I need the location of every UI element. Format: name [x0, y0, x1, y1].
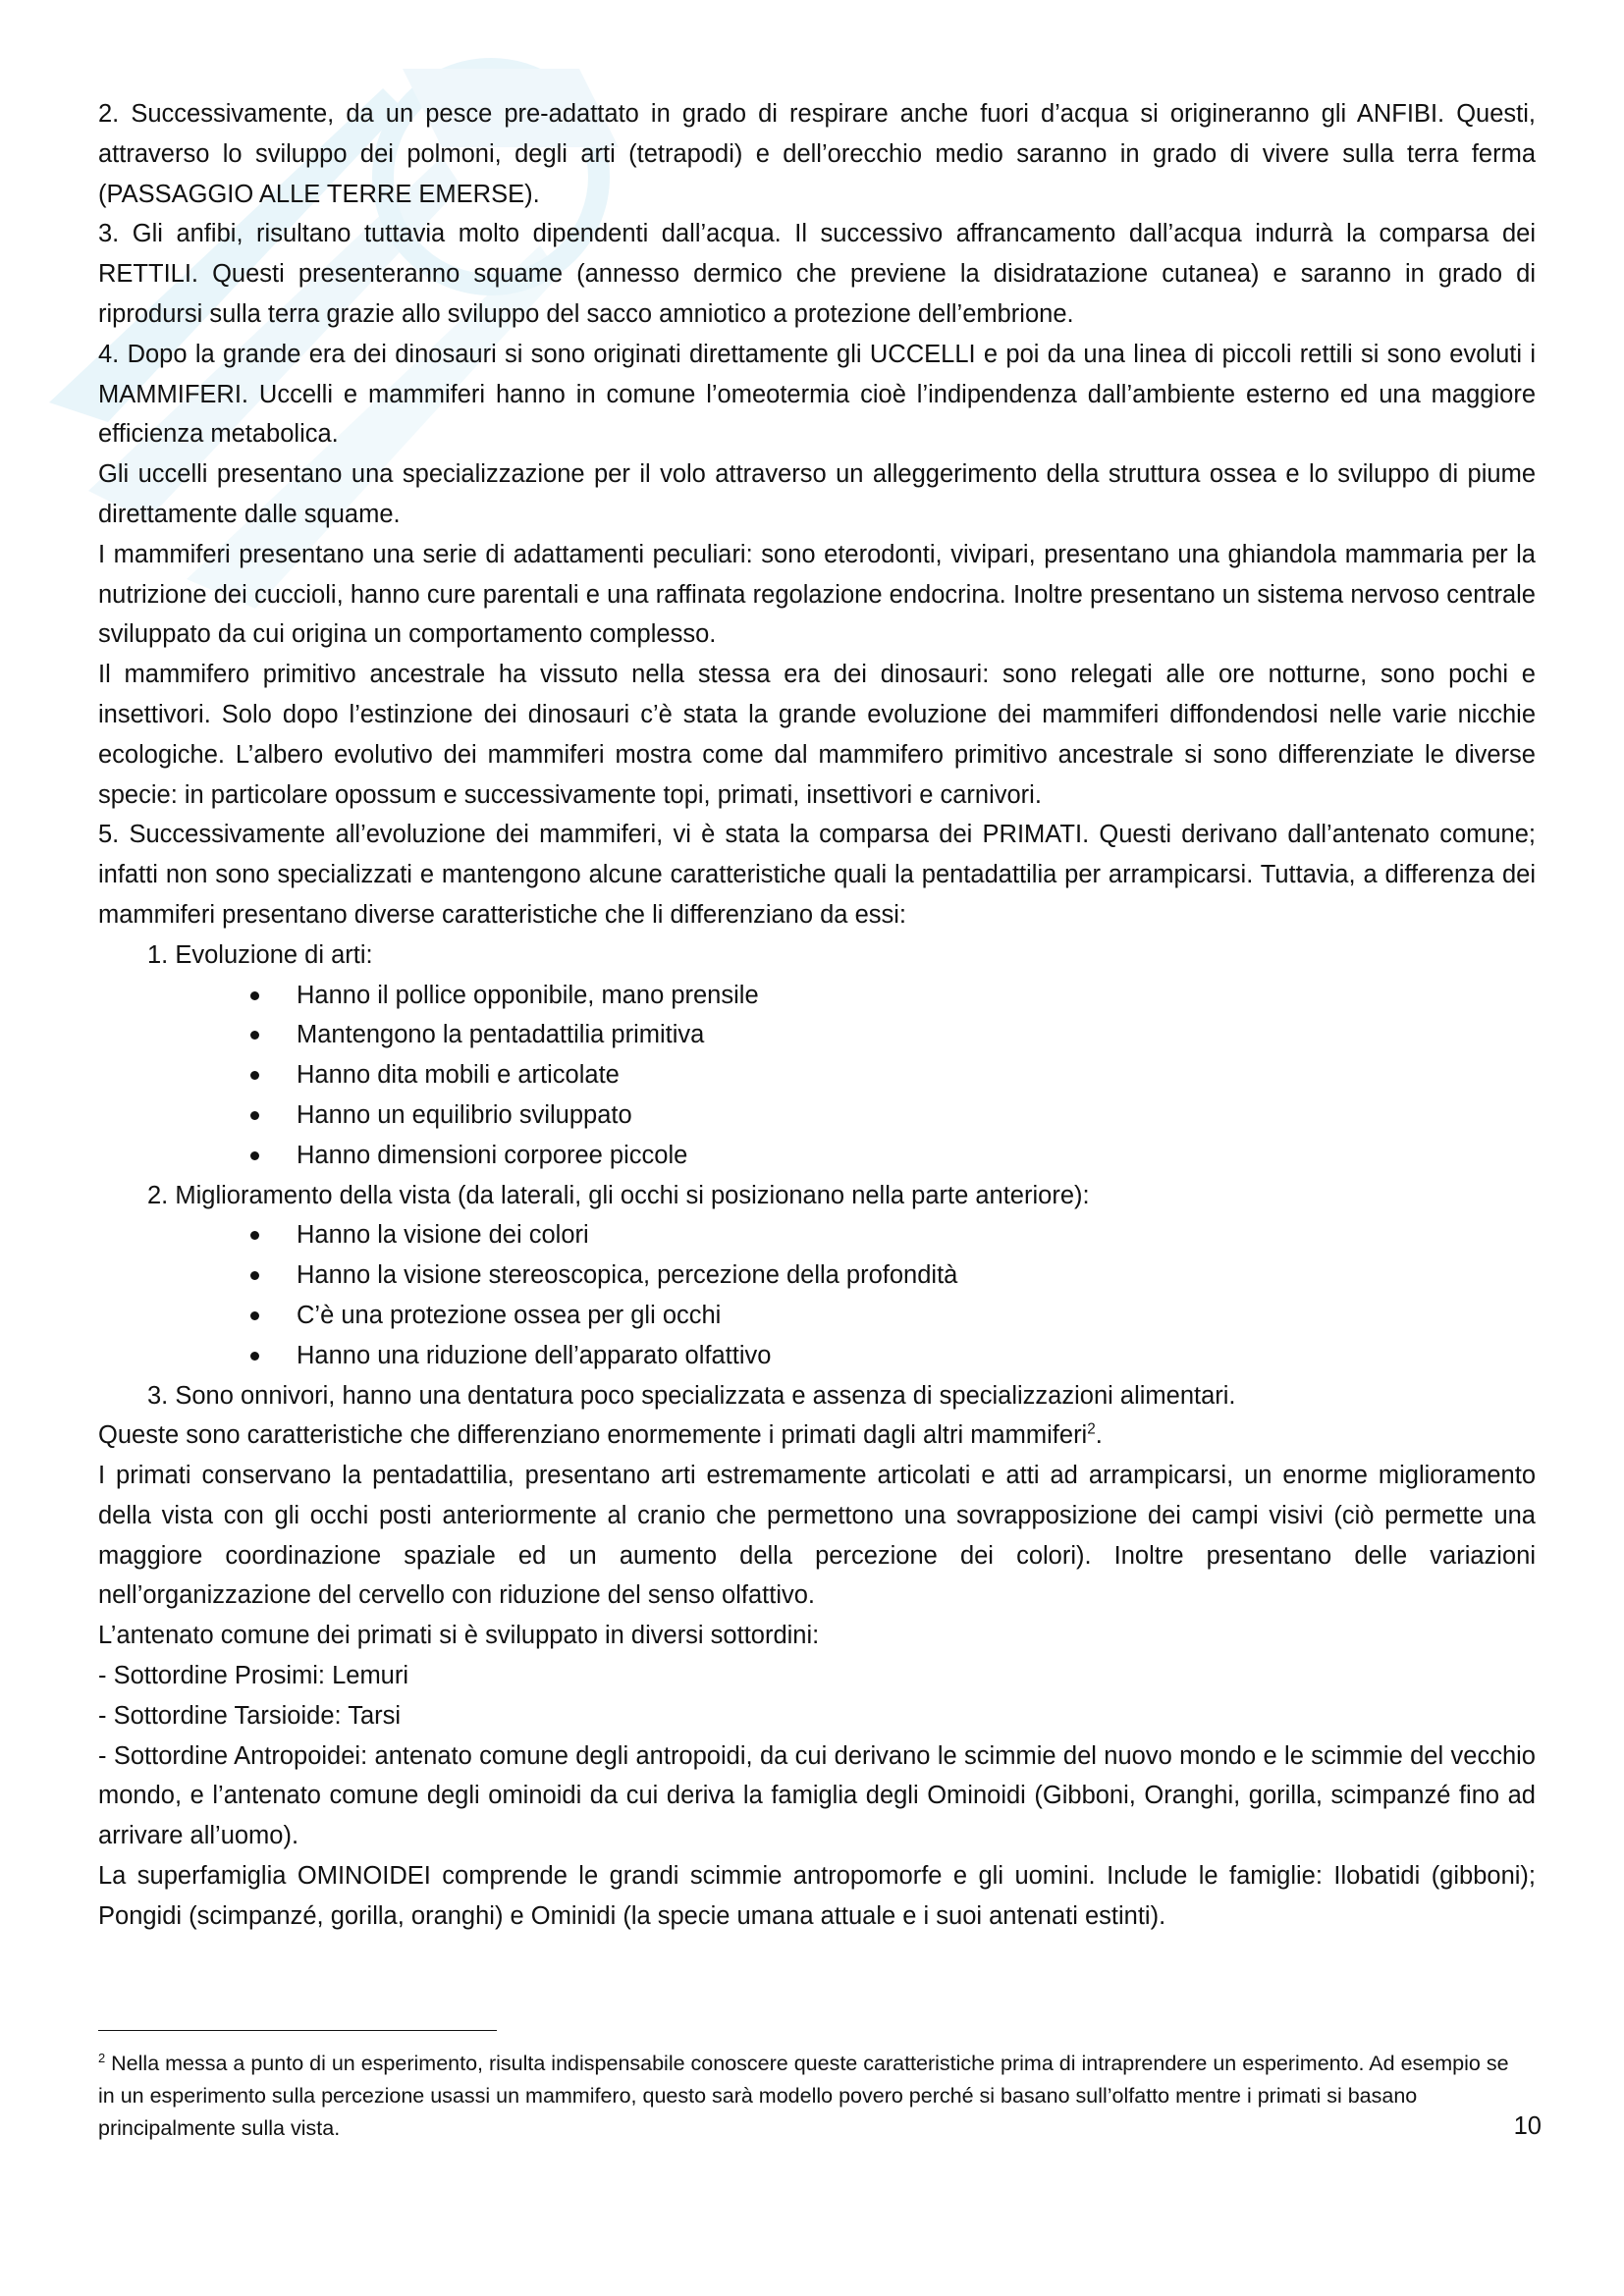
paragraph-mammifero-primitivo: Il mammifero primitivo ancestrale ha vissuto nella stessa era dei dinosauri: sono relegati alle ore notturne, sono pochi e insettivori. Solo dopo l’estinzione dei dinosauri c’è stata la grande evoluzione dei mammiferi diffondendosi nelle varie nicchie ecologiche. L’albero evolutivo dei mammiferi mostra come dal mammifero primitivo ancestrale si sono differenziate le diverse specie: in particolare opossum e successivamente topi, primati, insettivori e carnivori. [98, 661, 1536, 809]
list-item-title: 3. Sono onnivori, hanno una dentatura poco specializzata e assenza di specializzazioni alimentari. [147, 1381, 1236, 1410]
paragraph-primati: 5. Successivamente all’evoluzione dei mammiferi, vi è stata la comparsa dei PRIMATI. Questi derivano dall’antenato comune; infatti non sono specializzati e mantengono alcune caratteristiche quali la pentadattilia per arrampicarsi. Tuttavia, a differenza dei mammiferi presentano diverse caratteristiche che li differenziano da essi: [98, 821, 1536, 929]
footnote-reference[interactable]: 2 [1087, 1420, 1096, 1438]
bullet-item: Mantengono la pentadattilia primitiva [147, 1015, 1536, 1055]
bullet-list [147, 1215, 1536, 1375]
bullet-icon [250, 1151, 259, 1160]
paragraph-differenze: Queste sono caratteristiche che differenziano enormemente i primati dagli altri mammiferi$^2$. [98, 1420, 1103, 1450]
bullet-item: C’è una protezione ossea per gli occhi [147, 1296, 1536, 1336]
bullet-list [147, 976, 1536, 1176]
list-item [98, 935, 1536, 1176]
suborder-antropoidei: - Sottordine Antropoidei: antenato comune degli antropoidi, da cui derivano le scimmie del nuovo mondo e le scimmie del vecchio mondo, e l’antenato comune degli ominoidi da cui deriva la famiglia degli Ominoidi (Gibboni, Oranghi, gorilla, scimpanzé fino ad arrivare all’uomo). [98, 1741, 1536, 1850]
bullet-item: Hanno la visione dei colori [147, 1215, 1536, 1255]
bullet-item: Hanno la visione stereoscopica, percezione della profondità [147, 1255, 1536, 1296]
bullet-icon [250, 1031, 259, 1040]
footnote-marker: 2 [98, 2050, 106, 2065]
suborder-tarsioide: - Sottordine Tarsioide: Tarsi [98, 1701, 402, 1730]
main-text [98, 94, 1536, 1937]
suborder-prosimi: - Sottordine Prosimi: Lemuri [98, 1662, 409, 1690]
paragraph-rettili: 3. Gli anfibi, risultano tuttavia molto dipendenti dall’acqua. Il successivo affrancamento dall’acqua indurrà la comparsa dei RETTILI. Questi presenteranno squame (annesso dermico che previene la disidratazione cutanea) e saranno in grado di riprodursi sulla terra grazie allo sviluppo del sacco amniotico a protezione dell’embrione. [98, 220, 1536, 328]
bullet-item: Hanno dita mobili e articolate [147, 1055, 1536, 1095]
bullet-item: Hanno dimensioni corporee piccole [147, 1136, 1536, 1176]
paragraph-uccelli-volo: Gli uccelli presentano una specializzazione per il volo attraverso un alleggerimento della struttura ossea e lo sviluppo di piume direttamente dalle squame. [98, 460, 1536, 528]
page-number: 10 [1513, 2112, 1542, 2140]
footnote [98, 2048, 1512, 2145]
paragraph-sottordini-intro: L’antenato comune dei primati si è sviluppato in diversi sottordini: [98, 1622, 820, 1650]
primate-traits-list [98, 935, 1536, 1416]
list-item [98, 1176, 1536, 1376]
footnote-text: Nella messa a punto di un esperimento, risulta indispensabile conoscere queste caratteristiche prima di intraprendere un esperimento. Ad esempio se in un esperimento sulla percezione usassi un mammifero, questo sarà modello povero perché si basano sull’olfatto mentre i primati si basano principalmente sulla vista. [98, 2052, 1509, 2140]
bullet-item: Hanno il pollice opponibile, mano prensile [147, 976, 1536, 1016]
bullet-icon [250, 1311, 259, 1320]
paragraph-uccelli-mammiferi: 4. Dopo la grande era dei dinosauri si sono originati direttamente gli UCCELLI e poi da una linea di piccoli rettili si sono evoluti i MAMMIFERI. Uccelli e mammiferi hanno in comune l’omeotermia cioè l’indipendenza dall’ambiente esterno ed una maggiore efficienza metabolica. [98, 340, 1536, 449]
bullet-icon [250, 1352, 259, 1361]
bullet-icon [250, 1231, 259, 1240]
bullet-icon [250, 1271, 259, 1280]
paragraph-ominoidei: La superfamiglia OMINOIDEI comprende le grandi scimmie antropomorfe e gli uomini. Include le famiglie: Ilobatidi (gibboni); Pongidi (scimpanzé, gorilla, oranghi) e Ominidi (la specie umana attuale e i suoi antenati estinti). [98, 1862, 1536, 1930]
bullet-icon [250, 1111, 259, 1120]
list-item [98, 1376, 1536, 1416]
paragraph-mammiferi-adattamenti: I mammiferi presentano una serie di adattamenti peculiari: sono eterodonti, vivipari, presentano una ghiandola mammaria per la nutrizione dei cuccioli, hanno cure parentali e una raffinata regolazione endocrina. Inoltre presentano un sistema nervoso centrale sviluppato da cui origina un comportamento complesso. [98, 540, 1536, 649]
bullet-item: Hanno una riduzione dell’apparato olfattivo [147, 1336, 1536, 1376]
footnote-divider [98, 2030, 497, 2031]
bullet-icon [250, 1071, 259, 1080]
bullet-icon [250, 991, 259, 1000]
paragraph-primati-caratteristiche: I primati conservano la pentadattilia, presentano arti estremamente articolati e atti ad arrampicarsi, un enorme miglioramento della vista con gli occhi posti anteriormente al cranio che permettono una sovrapposizione dei campi visivi (ciò permette una maggiore coordinazione spaziale ed un aumento della percezione dei colori). Inoltre presentano delle variazioni nell’organizzazione del cervello con riduzione del senso olfattivo. [98, 1462, 1536, 1610]
paragraph-anfibi: 2. Successivamente, da un pesce pre-adattato in grado di respirare anche fuori d’acqua si origineranno gli ANFIBI. Questi, attraverso lo sviluppo dei polmoni, degli arti (tetrapodi) e dell’orecchio medio saranno in grado di vivere sulla terra ferma (PASSAGGIO ALLE TERRE EMERSE). [98, 100, 1536, 208]
bullet-item: Hanno un equilibrio sviluppato [147, 1095, 1536, 1136]
list-item-title: 1. Evoluzione di arti: [147, 940, 373, 969]
list-item-title: 2. Miglioramento della vista (da laterali, gli occhi si posizionano nella parte anteriore): [147, 1181, 1090, 1209]
